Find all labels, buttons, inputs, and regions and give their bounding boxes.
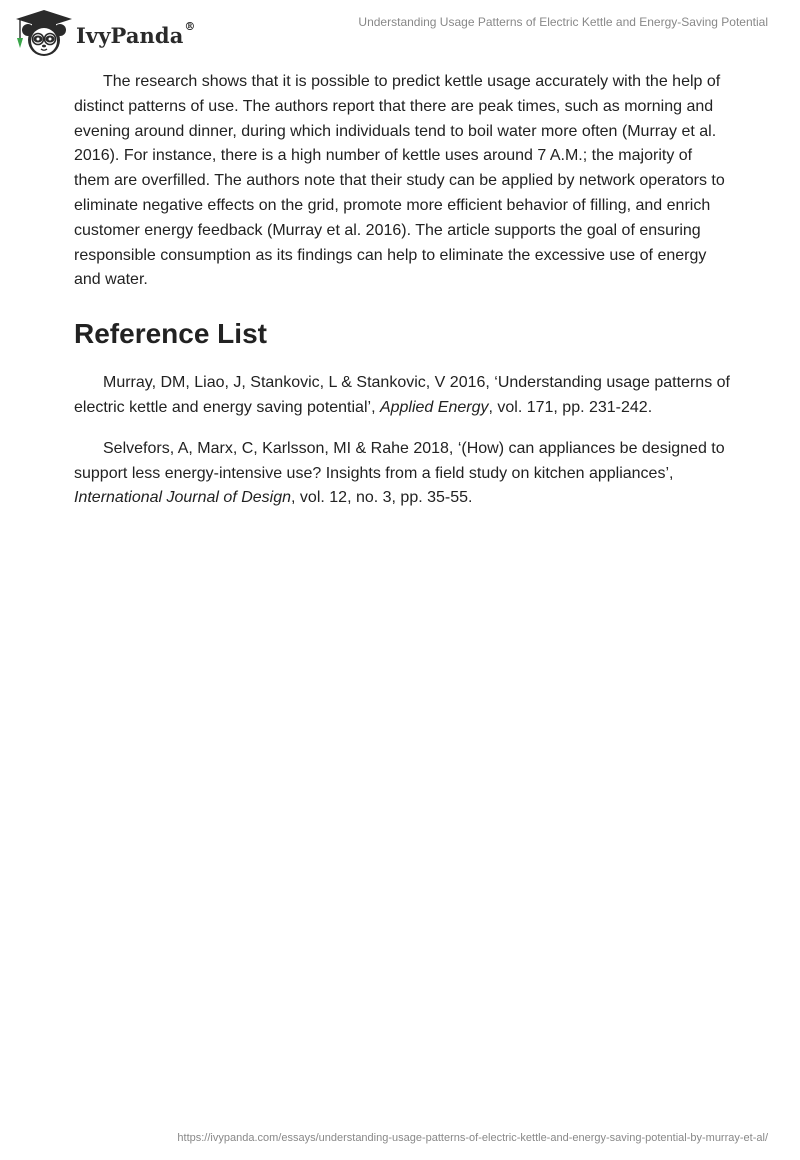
brand-logo[interactable] [14, 8, 196, 58]
source-url-link[interactable]: https://ivypanda.com/essays/understanding-usage-patterns-of-electric-kettle-and-energy-saving-potential-by-murray-et-al/ [177, 1132, 768, 1144]
document-title: Understanding Usage Patterns of Electric Kettle and Energy-Saving Potential [358, 15, 768, 29]
journal-title: Applied Energy [379, 398, 489, 416]
reference-list-heading: Reference List [74, 318, 267, 350]
panda-graduate-icon [14, 8, 74, 58]
reference-item: Murray, DM, Liao, J, Stankovic, L & Stankovic, V 2016, ‘Understanding usage patterns of electric kettle and energy saving potential’, Applied Energy, vol. 171, pp. 231-242. [74, 374, 730, 416]
document-body [74, 70, 730, 511]
reference-item: Selvefors, A, Marx, C, Karlsson, MI & Rahe 2018, ‘(How) can appliances be designed to support less energy-intensive use? Insights from a field study on kitchen appliances’, International Journal of Design, vol. 12, no. 3, pp. 35-55. [74, 439, 725, 507]
reference-list [74, 371, 730, 511]
brand-name: IvyPanda® [76, 19, 196, 48]
journal-title: International Journal of Design [74, 489, 292, 507]
page-header [0, 0, 800, 60]
registered-mark: ® [184, 19, 196, 33]
body-paragraph: The research shows that it is possible to predict kettle usage accurately with the help of distinct patterns of use. The authors report that there are peak times, such as morning and evening around dinner, during which individuals tend to boil water more often (Murray et al. 2016). For instance, there is a high number of kettle uses around 7 A.M.; the majority of them are overfilled. The authors note that their study can be applied by network operators to eliminate negative effects on the grid, promote more efficient behavior of filling, and enrich customer energy feedback (Murray et al. 2016). The article supports the goal of ensuring responsible consumption as its findings can help to eliminate the excessive use of energy and water. [74, 73, 725, 289]
